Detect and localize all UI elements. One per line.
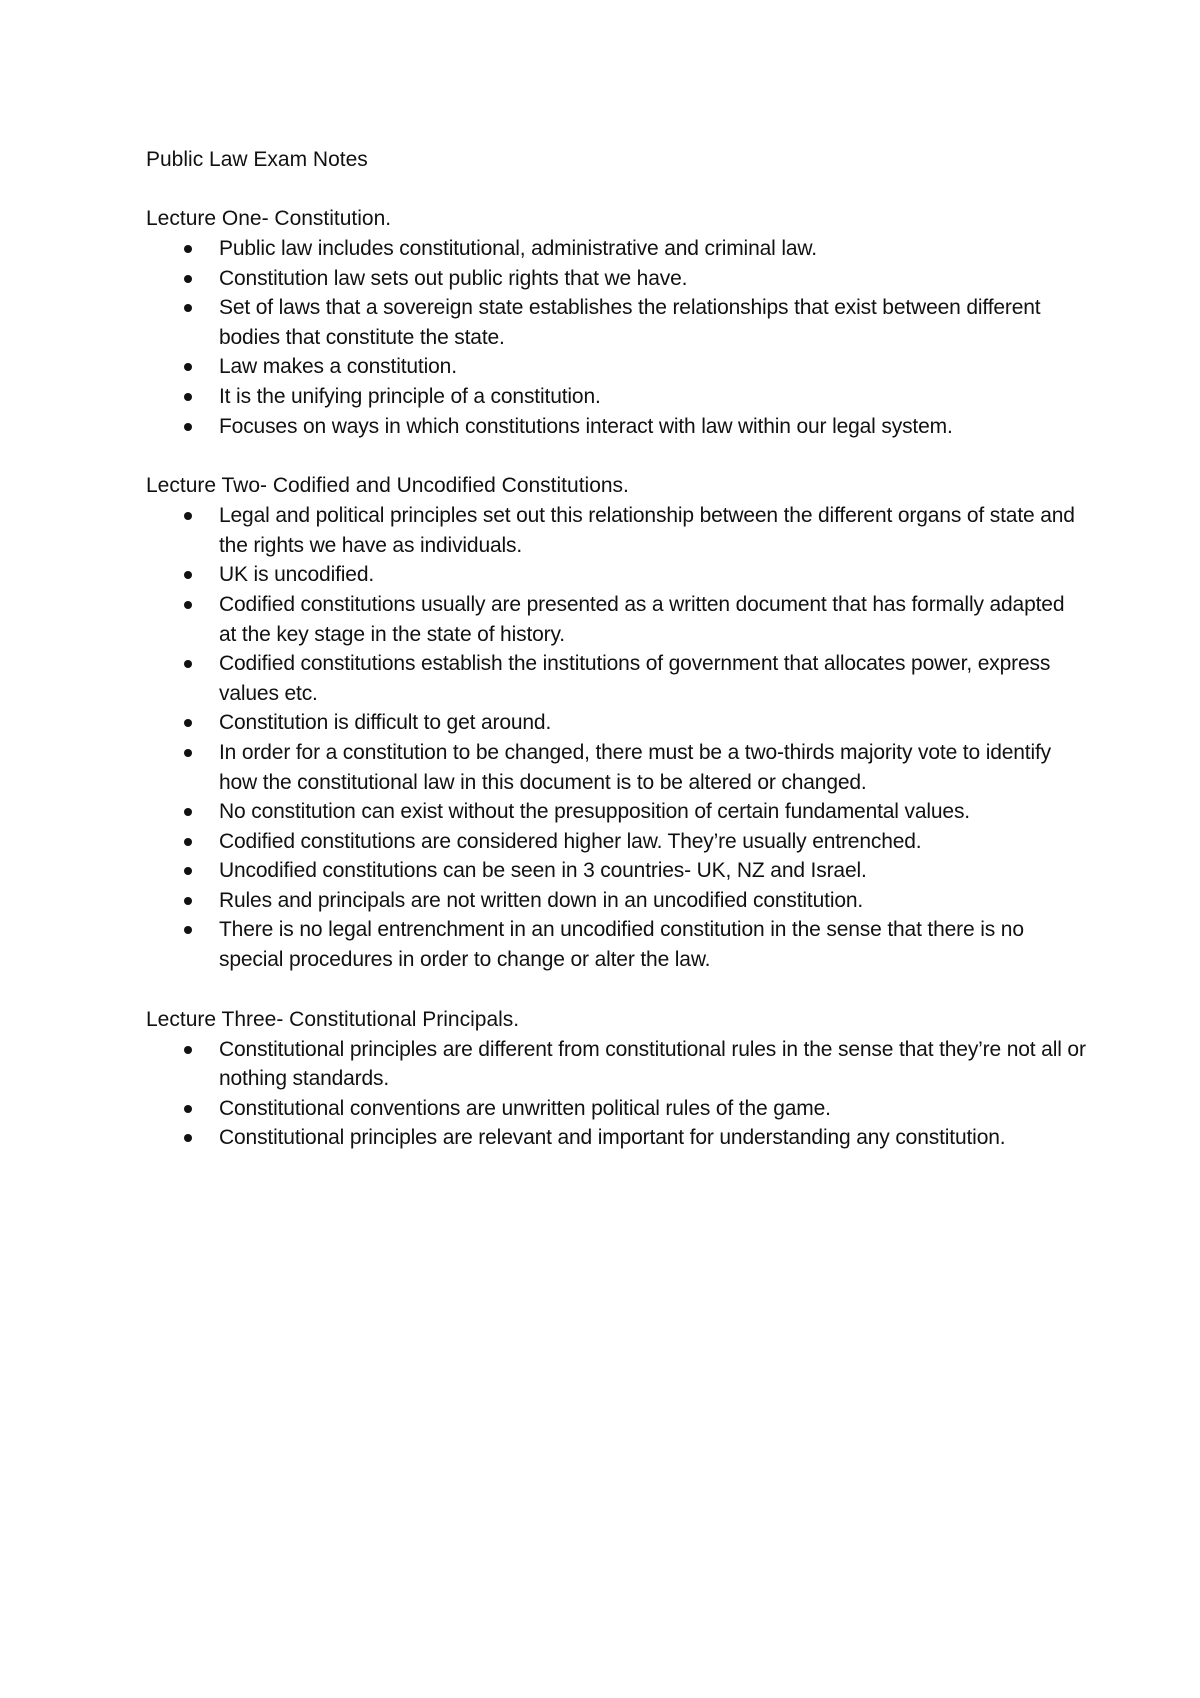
bullet-text: No constitution can exist without the presupposition of certain fundamental values.: [219, 800, 970, 824]
bullet-text: Codified constitutions are considered higher law. They’re usually entrenched.: [219, 829, 922, 853]
list-item: [146, 738, 1086, 797]
document-title: Public Law Exam Notes: [146, 148, 368, 171]
bullet-icon: [184, 926, 192, 934]
bullet-icon: [184, 1105, 192, 1113]
list-item: [146, 352, 1086, 382]
list-item: [146, 1094, 1086, 1124]
bullet-icon: [184, 393, 192, 401]
list-item: [146, 590, 1086, 649]
bullet-text: Rules and principals are not written down in an uncodified constitution.: [219, 888, 864, 912]
list-item: [146, 501, 1086, 560]
list-item: [146, 856, 1086, 886]
bullet-text: Codified constitutions establish the institutions of government that allocates power, express values etc.: [219, 652, 1051, 705]
list-item: [146, 797, 1086, 827]
bullet-icon: [184, 808, 192, 816]
bullet-text: Constitution is difficult to get around.: [219, 711, 552, 735]
section-lecture-one: [146, 204, 1086, 441]
list-item: [146, 382, 1086, 412]
bullet-text: Public law includes constitutional, administrative and criminal law.: [219, 237, 817, 260]
bullet-text: Constitution law sets out public rights that we have.: [219, 266, 688, 290]
bullet-icon: [184, 897, 192, 905]
bullet-icon: [184, 363, 192, 371]
bullet-text: It is the unifying principle of a constitution.: [219, 384, 601, 408]
bullet-icon: [184, 867, 192, 875]
list-item: [146, 708, 1086, 738]
bullet-icon: [184, 423, 192, 431]
list-item: [146, 1123, 1086, 1153]
bullet-text: Legal and political principles set out this relationship between the different organs of state and the rights we have as individuals.: [219, 504, 1075, 557]
bullet-text: Constitutional principles are relevant and important for understanding any constitution.: [219, 1126, 1006, 1150]
bullet-text: UK is uncodified.: [219, 563, 375, 587]
bullet-text: Constitutional principles are different from constitutional rules in the sense that they’re not all or nothing standards.: [219, 1037, 1086, 1091]
list-item: [146, 1035, 1086, 1094]
section-heading: Lecture Two- Codified and Uncodified Constitutions.: [146, 474, 629, 498]
bullet-icon: [184, 1046, 192, 1054]
bullet-text: Uncodified constitutions can be seen in 3 countries- UK, NZ and Israel.: [219, 859, 867, 883]
bullet-icon: [184, 304, 192, 312]
bullet-icon: [184, 245, 192, 253]
bullet-icon: [184, 601, 192, 609]
bullet-text: There is no legal entrenchment in an uncodified constitution in the sense that there is no special procedures in order to change or alter the law.: [219, 918, 1024, 972]
bullet-icon: [184, 512, 192, 520]
list-item: [146, 649, 1086, 708]
list-item: [146, 560, 1086, 590]
section-lecture-three: [146, 1005, 1086, 1153]
list-item: [146, 234, 1086, 264]
bullet-list: [146, 501, 1086, 975]
bullet-text: Constitutional conventions are unwritten political rules of the game.: [219, 1096, 831, 1120]
bullet-text: Focuses on ways in which constitutions interact with law within our legal system.: [219, 414, 953, 438]
bullet-list: [146, 234, 1086, 441]
bullet-icon: [184, 838, 192, 846]
list-item: [146, 886, 1086, 916]
bullet-icon: [184, 749, 192, 757]
document-page: [146, 145, 1086, 1183]
list-item: [146, 293, 1086, 352]
section-lecture-two: [146, 471, 1086, 975]
list-item: [146, 827, 1086, 857]
bullet-icon: [184, 571, 192, 579]
section-heading: Lecture One- Constitution.: [146, 207, 392, 230]
section-heading: Lecture Three- Constitutional Principals.: [146, 1007, 520, 1031]
bullet-text: In order for a constitution to be changed, there must be a two-thirds majority vote to identify how the constitutional law in this document is to be altered or changed.: [219, 740, 1052, 794]
bullet-icon: [184, 1134, 192, 1142]
bullet-list: [146, 1035, 1086, 1153]
bullet-icon: [184, 275, 192, 283]
list-item: [146, 915, 1086, 974]
bullet-text: Set of laws that a sovereign state establishes the relationships that exist between different bodies that constitute the state.: [219, 296, 1041, 349]
list-item: [146, 264, 1086, 294]
bullet-icon: [184, 719, 192, 727]
bullet-text: Codified constitutions usually are presented as a written document that has formally adapted at the key stage in the state of history.: [219, 592, 1065, 646]
bullet-icon: [184, 660, 192, 668]
bullet-text: Law makes a constitution.: [219, 355, 457, 379]
list-item: [146, 412, 1086, 442]
